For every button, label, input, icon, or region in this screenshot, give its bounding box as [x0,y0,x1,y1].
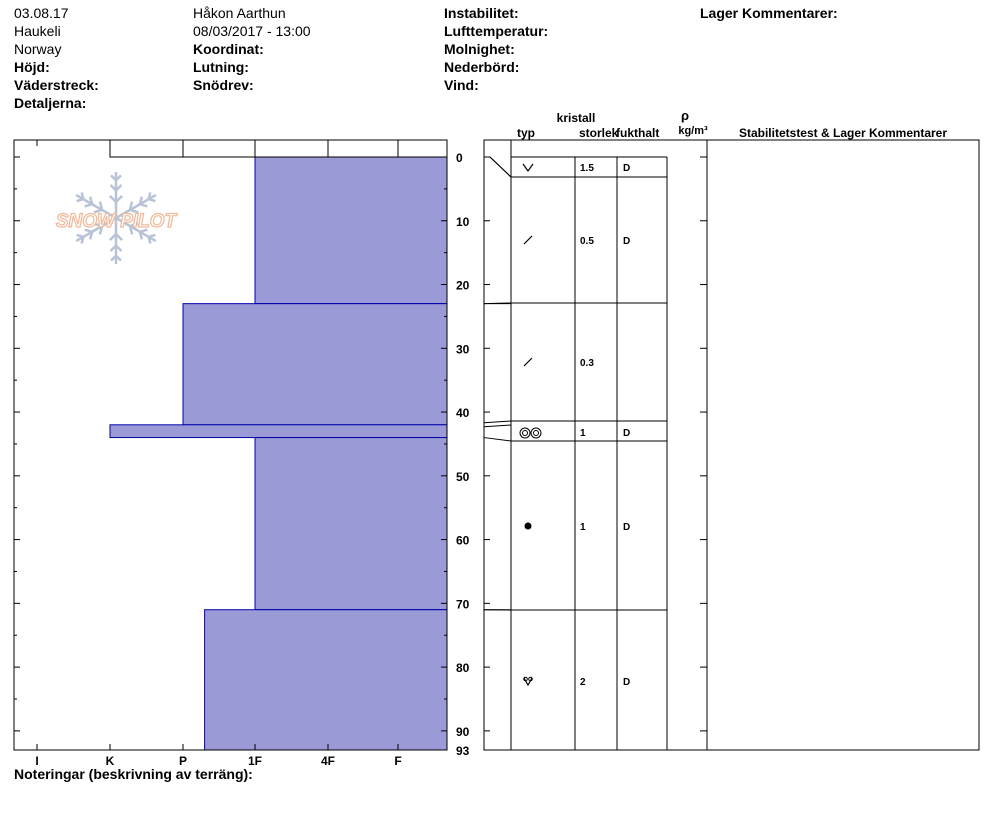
flake-branch [149,235,156,237]
depth-label-70: 70 [456,597,470,612]
observation-datetime: 08/03/2017 - 13:00 [193,23,311,39]
x-tick-label-I: I [35,754,39,768]
crystal-row-6 [524,677,631,688]
hardness-bar-1 [255,157,447,304]
connector-top-b [490,157,511,177]
faceted-icon [524,236,532,244]
x-tick-label-4F: 4F [320,754,336,768]
hojd-label: Höjd: [14,59,50,75]
typ-header: typ [517,126,535,140]
crystal-moisture: D [623,522,631,533]
depth-label-20: 20 [456,278,470,293]
density-unit-header: kg/m³ [678,125,708,137]
stability-header: Stabilitetstest & Lager Kommentarer [738,126,948,140]
depth-label-90: 90 [456,724,470,739]
flake-branch [82,192,84,199]
depth-label-10: 10 [456,214,470,229]
flake-branch [140,204,147,206]
date-text: 03.08.17 [14,5,69,21]
crystal-size: 1.5 [580,163,594,174]
vaderstreck-label: Väderstreck: [14,77,99,93]
connector-melt-b [484,425,511,427]
crystal-size: 1 [580,522,586,533]
flake-branch [85,204,92,206]
depth-label-60: 60 [456,533,470,548]
kristall-header: kristall [556,111,596,125]
melt-forms-icon-2 [531,428,541,438]
depth-label-30: 30 [456,342,470,357]
crystal-moisture: D [623,677,631,688]
instabilitet-label: Instabilitet: [444,5,519,21]
molnighet-label: Molnighet: [444,41,515,57]
snow-pilot-logo-text: SNOW PILOT [55,211,177,232]
koordinat-label: Koordinat: [193,41,264,57]
crystal-row-3 [524,358,594,369]
crystal-moisture: D [623,428,631,439]
crystal-moisture: D [623,236,631,247]
detaljerna-label: Detaljerna: [14,95,87,111]
country-text: Norway [14,41,62,57]
notes-label: Noteringar (beskrivning av terräng): [14,766,253,782]
depth-label-0: 0 [456,151,463,165]
depth-label-80: 80 [456,661,470,676]
crystal-row-5 [525,522,631,533]
lufttemperatur-label: Lufttemperatur: [444,23,549,39]
table-frame [484,140,979,750]
flake-branch [149,237,151,244]
crystal-row-2 [524,236,630,247]
flake-branch [77,199,84,201]
flake-branch [77,235,84,237]
snodrev-label: Snödrev: [193,77,254,93]
hardness-bar-4 [255,438,447,610]
fukthalt-header: fukthalt [616,126,660,140]
crystal-size: 2 [580,677,586,688]
lager-kommentarer-label: Lager Kommentarer: [700,5,838,21]
crystal-size: 1 [580,428,586,439]
graupel-icon [525,523,532,530]
nederbord-label: Nederbörd: [444,59,520,75]
x-tick-label-1F: 1F [247,754,263,768]
melt-forms-inner-icon [523,431,528,436]
vind-label: Vind: [444,77,479,93]
hardness-bar-2 [183,304,447,425]
connector-3 [484,421,511,423]
hardness-top-step [110,140,447,157]
crystal-moisture: D [623,163,631,174]
hardness-bar-3 [110,425,447,438]
crystal-table [484,140,979,750]
melt-forms-inner-icon-2 [534,431,539,436]
location-text: Haukeli [14,23,61,39]
surface-hoar-icon [524,678,532,685]
connector-4 [484,438,511,441]
hardness-bar-5 [205,610,447,750]
flake-branch [149,199,156,201]
faceted-icon [524,358,532,366]
x-tick-label-K: K [105,754,115,768]
depth-label-40: 40 [456,406,470,421]
crystal-row-1 [523,163,630,174]
melt-forms-icon [520,428,530,438]
crystal-size: 0.3 [580,358,594,369]
x-tick-label-F: F [394,754,402,768]
depth-end-label: 93 [456,744,470,758]
storlek-header: storlek [579,126,619,140]
lutning-label: Lutning: [193,59,249,75]
depth-hoar-icon [523,164,533,171]
x-tick-label-P: P [178,754,188,768]
hardness-bars [110,157,447,750]
rho-header: ρ [680,108,690,123]
depth-label-50: 50 [456,469,470,484]
crystal-size: 0.5 [580,236,594,247]
observer-name: Håkon Aarthun [193,5,286,21]
